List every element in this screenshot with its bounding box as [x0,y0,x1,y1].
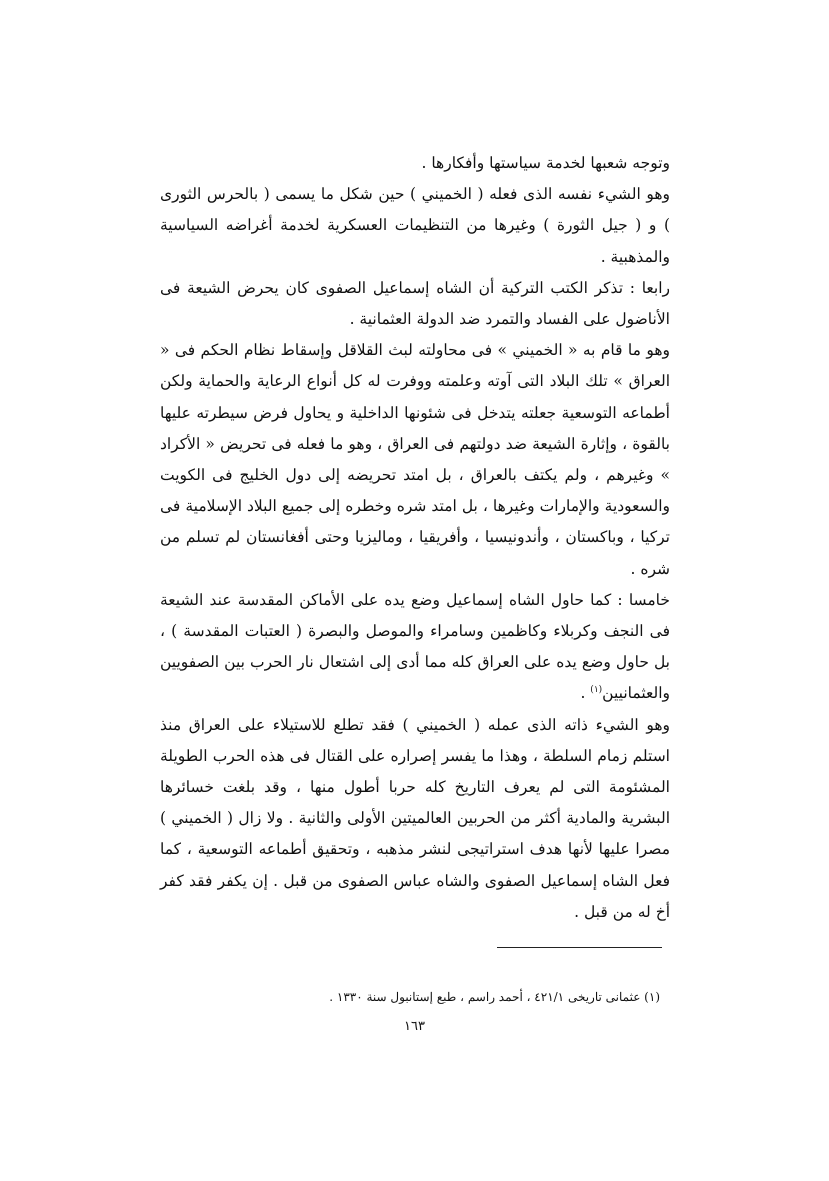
footnote: (١) عثمانى تاريخى ٤٢١/١ ، أحمد راسم ، طبع إستانبول سنة ١٣٣٠ . [329,990,660,1004]
paragraph-2: وهو الشيء نفسه الذى فعله ( الخميني ) حين شكل ما يسمى ( بالحرس الثورى ) و ( جيل الثورة ) وغيرها من التنظيمات العسكرية لخدمة أغراضه السياسية والمذهبية . [160,185,670,266]
paragraph-5 [160,585,670,710]
footnote-reference: (١) [590,685,603,696]
footnote-divider [497,947,662,948]
page-number: ١٦٣ [404,1019,425,1034]
paragraph-5-end: . [580,684,591,703]
paragraph-1: وتوجه شعبها لخدمة سياستها وأفكارها . [421,154,670,172]
paragraph-6: وهو الشيء ذاته الذى عمله ( الخميني ) فقد تطلع للاستيلاء على العراق منذ استلم زمام السلطة ، وهذا ما يفسر إصراره على القتال فى هذه الحرب الطويلة المشئومة التى لم يعرف التاريخ كله حربا أطول منها ، وقد بلغت خسائرها البشرية والمادية أكثر من الحربين العالميتين الأولى والثانية . ولا زال ( الخميني ) مصرا عليها لأنها هدف استراتيجى لنشر مذهبه ، وتحقيق أطماعه التوسعية ، كما فعل الشاه إسماعيل الصفوى والشاه عباس الصفوى من قبل . إن يكفر فقد كفر أخ له من قبل . [160,715,670,921]
main-text [160,148,670,928]
paragraph-5-text: خامسا : كما حاول الشاه إسماعيل وضع يده على الأماكن المقدسة عند الشيعة فى النجف وكربلاء وكاظمين وسامراء والموصل والبصرة ( العتبات المقدسة ) ، بل حاول وضع يده على العراق كله مما أدى إلى اشتعال نار الحرب بين الصفويين والعثمانيين [160,590,670,703]
paragraph-4: وهو ما قام به « الخميني » فى محاولته لبث القلاقل وإسقاط نظام الحكم فى « العراق » تلك البلاد التى آوته وعلمته ووفرت له كل أنواع الرعاية والحماية ولكن أطماعه التوسعية جعلته يتدخل فى شئونها الداخلية و يحاول فرض سيطرته عليها بالقوة ، وإثارة الشيعة ضد دولتهم فى العراق ، وهو ما فعله فى تحريض « الأكراد » وغيرهم ، ولم يكتف بالعراق ، بل امتد تحريضه إلى دول الخليج فى الكويت والسعودية والإمارات وغيرها ، بل امتد شره وخطره إلى جميع البلاد الإسلامية فى تركيا ، وباكستان ، وأندونيسيا ، وأفريقيا ، وماليزيا وحتى أفغانستان لم تسلم من شره . [160,341,670,578]
paragraph-3: رابعا : تذكر الكتب التركية أن الشاه إسماعيل الصفوى كان يحرض الشيعة فى الأناضول على الفساد والتمرد ضد الدولة العثمانية . [160,278,670,329]
